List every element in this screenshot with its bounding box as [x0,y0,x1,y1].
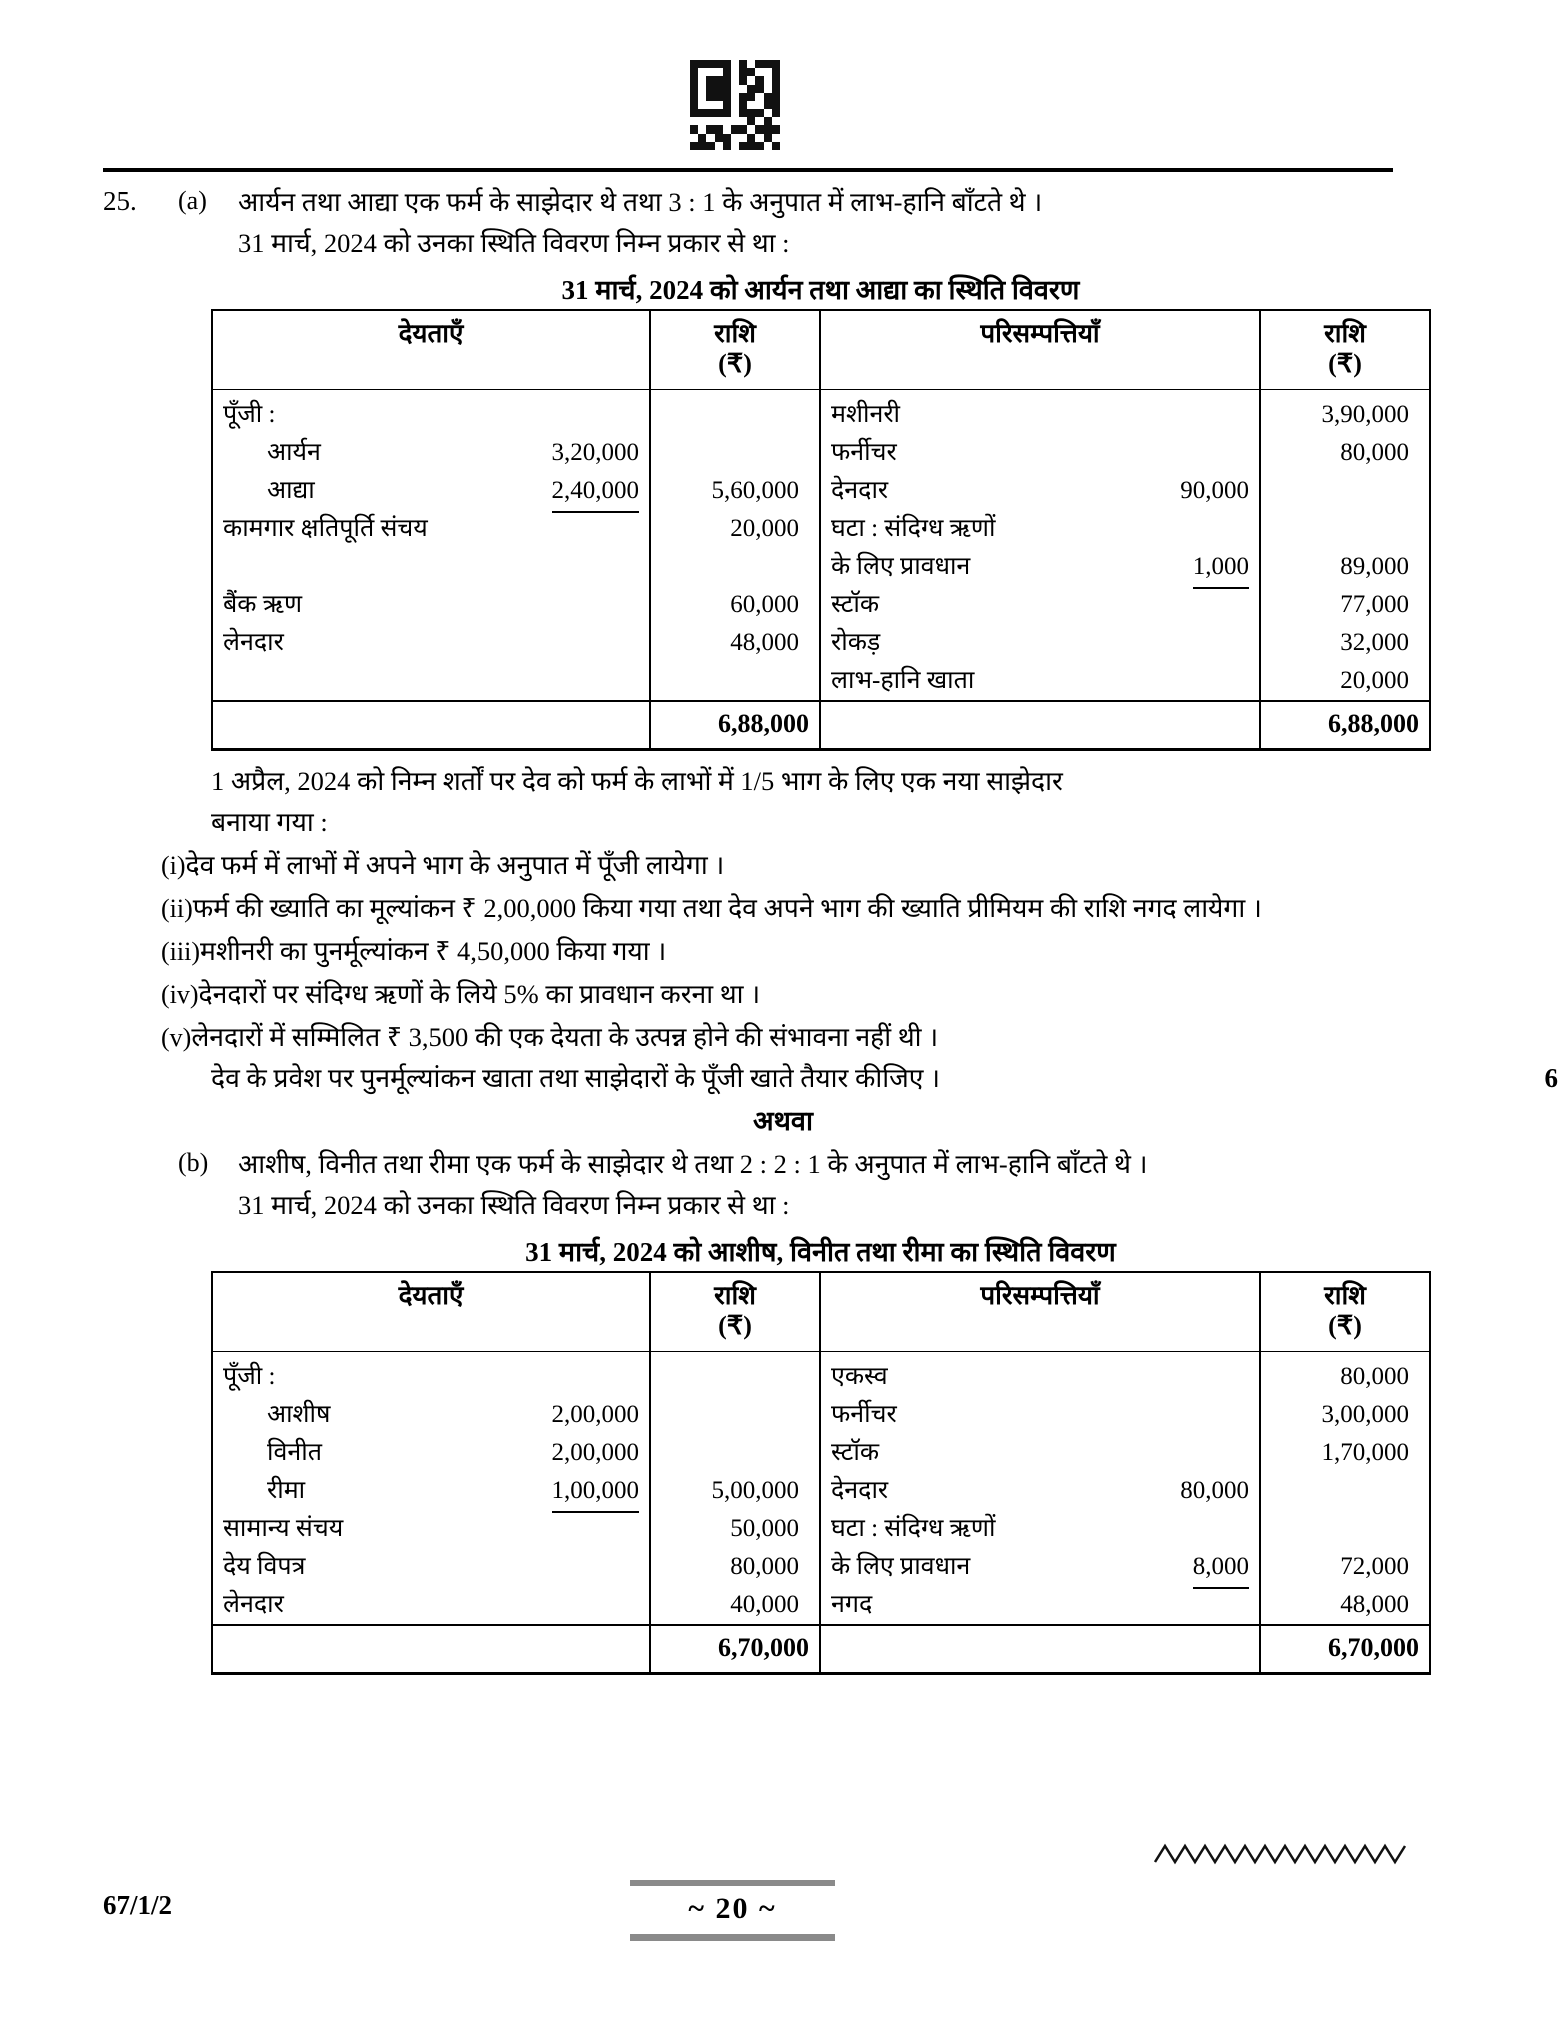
row-label: बैंक ऋण [223,591,303,618]
total-a-left-blank [212,701,650,750]
table-row [223,1358,639,1396]
header-amount-left-line2: (₹) [718,349,752,378]
header-amount-left-b-line2: (₹) [718,1311,752,1340]
row-inner-amount [633,1510,639,1548]
condition-number: (iii) [161,937,200,966]
row-label: विनीत [267,1439,322,1466]
row-inner-amount: 2,40,000 [552,472,640,510]
row-inner-amount [633,396,639,434]
row-inner-amount: 80,000 [1180,1477,1250,1504]
row-label: रीमा [267,1477,306,1504]
or-divider: अथवा [753,1106,813,1136]
table-row [831,434,1249,472]
row-inner-amount [1243,396,1249,434]
row-amount: 32,000 [1340,629,1410,656]
table-row [223,472,639,510]
row-inner-amount [1243,1434,1249,1472]
table-row [831,586,1249,624]
header-amount-right-b-line1: राशि [1324,1281,1366,1310]
row-label: पूँजी : [223,1363,276,1390]
condition-item [103,888,1403,929]
header-amount-left-b-line1: राशि [714,1281,756,1310]
page-bar-bottom [630,1934,835,1941]
liabilities-amount-cell-a [650,390,820,702]
row-amount: 80,000 [1340,1363,1410,1390]
question-number: 25. [103,186,137,216]
row-inner-amount [1243,434,1249,472]
row-inner-amount [633,548,639,586]
total-a-right-blank [820,701,1260,750]
total-b-right-blank [820,1625,1260,1674]
row-amount [661,1434,809,1472]
table-row [831,396,1249,434]
table-a-title: 31 मार्च, 2024 को आर्यन तथा आद्या का स्थिति विवरण [561,275,1080,305]
table-row [831,1510,1249,1548]
table-row [831,1586,1249,1624]
row-amount: 20,000 [730,515,800,542]
row-amount: 5,60,000 [711,477,800,504]
question-25a-header [103,182,1403,264]
condition-text: देव फर्म में लाभों में अपने भाग के अनुपात में पूँजी लायेगा । [185,850,725,880]
row-label: स्टॉक [831,591,880,618]
header-amount-right [1260,310,1430,390]
total-b-left-blank [212,1625,650,1674]
table-row [831,662,1249,700]
header-amount-left-line1: राशि [714,319,756,348]
part-a-intro [238,182,1403,264]
liabilities-cell-b [212,1352,650,1626]
table-row [223,548,639,586]
row-amount [661,396,809,434]
part-a-instruction-row [211,1058,1558,1099]
row-amount: 40,000 [730,1591,800,1618]
row-inner-amount [633,1548,639,1586]
part-a-instruction: देव के प्रवेश पर पुनर्मूल्यांकन खाता तथा साझेदारों के पूँजी खाते तैयार कीजिए । [211,1063,941,1093]
part-a-intro-line1: आर्यन तथा आद्या एक फर्म के साझेदार थे तथा 3 : 1 के अनुपात में लाभ-हानि बाँटते थे । [238,187,1043,217]
row-amount [1271,472,1419,510]
condition-item [103,974,1403,1015]
table-b-header-row [212,1272,1430,1352]
header-liabilities: देयताएँ [212,310,650,390]
conditions-list [103,845,1403,1058]
row-amount [661,662,809,700]
row-inner-amount [633,624,639,662]
condition-item [103,845,1403,886]
part-a-label: (a) [178,186,207,215]
liabilities-amount-cell-b [650,1352,820,1626]
part-a-after-line1: 1 अप्रैल, 2024 को निम्न शर्तों पर देव को फर्म के लाभों में 1/5 भाग के लिए एक नया साझेदार [211,766,1063,796]
row-label: लेनदार [223,1591,284,1618]
row-inner-amount [1243,624,1249,662]
row-amount: 3,90,000 [1321,401,1410,428]
row-inner-amount [1243,1358,1249,1396]
row-amount [661,1396,809,1434]
row-label: के लिए प्रावधान [831,1553,971,1580]
table-a-header-row [212,310,1430,390]
liabilities-cell-a [212,390,650,702]
header-rule [103,168,1393,172]
row-label: आशीष [267,1401,331,1428]
part-a-after-line2: बनाया गया : [211,807,328,837]
row-label: आर्यन [267,439,321,466]
part-b-intro-line1: आशीष, विनीत तथा रीमा एक फर्म के साझेदार थे तथा 2 : 2 : 1 के अनुपात में लाभ-हानि बाँटते थे । [238,1149,1148,1179]
row-amount [1271,510,1419,548]
row-inner-amount: 8,000 [1193,1548,1249,1586]
row-label: पूँजी : [223,401,276,428]
row-amount: 77,000 [1340,591,1410,618]
table-row [831,1548,1249,1586]
row-inner-amount [1243,1510,1249,1548]
row-inner-amount: 3,20,000 [551,439,640,466]
page-number: ~ 20 ~ [688,1892,777,1925]
row-amount: 3,00,000 [1321,1401,1410,1428]
table-row [831,624,1249,662]
squiggle-decoration [1155,1840,1405,1875]
row-inner-amount: 2,00,000 [551,1439,640,1466]
condition-text: देनदारों पर संदिग्ध ऋणों के लिये 5% का प्रावधान करना था । [198,979,761,1009]
assets-amount-cell-a [1260,390,1430,702]
row-amount: 20,000 [1340,667,1410,694]
condition-item [103,1017,1403,1058]
header-amount-right-line2: (₹) [1328,349,1362,378]
table-row [223,510,639,548]
table-row [831,510,1249,548]
table-row [831,1472,1249,1510]
total-a-right: 6,88,000 [1260,701,1430,750]
row-amount: 50,000 [730,1515,800,1542]
table-row [223,1434,639,1472]
row-amount: 48,000 [1340,1591,1410,1618]
question-25b-header [103,1144,1403,1226]
row-label: आद्या [267,477,315,504]
row-amount: 48,000 [730,629,800,656]
row-amount: 80,000 [1340,439,1410,466]
row-inner-amount: 1,00,000 [552,1472,640,1510]
row-label: घटा : संदिग्ध ऋणों [831,1515,996,1542]
row-amount: 1,70,000 [1321,1439,1410,1466]
table-row [831,472,1249,510]
row-amount: 5,00,000 [711,1477,800,1504]
part-b-label: (b) [178,1148,209,1177]
condition-text: मशीनरी का पुनर्मूल्यांकन ₹ 4,50,000 किया गया । [200,936,667,966]
row-inner-amount [633,1586,639,1624]
table-row [831,1396,1249,1434]
condition-text: फर्म की ख्याति का मूल्यांकन ₹ 2,00,000 किया गया तथा देव अपने भाग की ख्याति प्रीमियम की राशि नगद लायेगा । [192,893,1262,923]
row-amount [661,1358,809,1396]
row-inner-amount [633,510,639,548]
balance-sheet-table-b [211,1271,1431,1675]
table-row [223,434,639,472]
row-inner-amount [1243,1396,1249,1434]
row-label: स्टॉक [831,1439,880,1466]
row-inner-amount [1243,662,1249,700]
row-amount [1271,1510,1419,1548]
row-label: के लिए प्रावधान [831,553,971,580]
part-b-intro-line2: 31 मार्च, 2024 को उनका स्थिति विवरण निम्न प्रकार से था : [238,1190,790,1220]
header-amount-right-b-line2: (₹) [1328,1311,1362,1340]
condition-text: लेनदारों में सम्मिलित ₹ 3,500 की एक देयता के उत्पन्न होने की संभावना नहीं थी । [191,1022,939,1052]
row-inner-amount [633,1358,639,1396]
row-label: देय विपत्र [223,1553,306,1580]
table-a-total-row [212,701,1430,750]
table-row [223,1548,639,1586]
part-b-intro [238,1144,1403,1226]
table-row [223,1472,639,1510]
table-a-body-row [212,390,1430,702]
row-amount: 80,000 [730,1553,800,1580]
table-row [223,396,639,434]
row-inner-amount [1243,510,1249,548]
row-amount [661,548,809,586]
table-b-title: 31 मार्च, 2024 को आशीष, विनीत तथा रीमा का स्थिति विवरण [525,1237,1116,1267]
header-assets-b: परिसम्पत्तियाँ [820,1272,1260,1352]
row-inner-amount [1243,1586,1249,1624]
total-b-right: 6,70,000 [1260,1625,1430,1674]
total-a-left: 6,88,000 [650,701,820,750]
marks-value: 6 [1544,1063,1558,1093]
header-amount-left [650,310,820,390]
part-a-intro-line2: 31 मार्च, 2024 को उनका स्थिति विवरण निम्न प्रकार से था : [238,228,790,258]
table-row [223,662,639,700]
assets-cell-a [820,390,1260,702]
table-row [831,548,1249,586]
row-label [223,662,229,700]
table-b-total-row [212,1625,1430,1674]
table-row [223,1586,639,1624]
header-assets: परिसम्पत्तियाँ [820,310,1260,390]
page-bar-top [630,1880,835,1886]
header-amount-left-b [650,1272,820,1352]
qr-code [690,60,780,150]
row-amount [661,434,809,472]
row-label: कामगार क्षतिपूर्ति संचय [223,515,428,542]
row-label: फर्नीचर [831,1401,897,1428]
table-row [223,586,639,624]
row-label: लाभ-हानि खाता [831,667,975,694]
condition-number: (v) [161,1023,192,1052]
condition-item [103,931,1403,972]
row-label: देनदार [831,1477,889,1504]
row-amount: 72,000 [1340,1553,1410,1580]
total-b-left: 6,70,000 [650,1625,820,1674]
row-inner-amount [1243,586,1249,624]
condition-number: (iv) [161,980,199,1009]
page-content [103,182,1558,1675]
header-amount-right-b [1260,1272,1430,1352]
paper-code: 67/1/2 [103,1890,173,1920]
assets-cell-b [820,1352,1260,1626]
row-label [223,548,229,586]
condition-number: (ii) [161,894,193,923]
condition-number: (i) [161,851,186,880]
row-amount: 89,000 [1340,553,1410,580]
row-label: देनदार [831,477,889,504]
header-amount-right-line1: राशि [1324,319,1366,348]
row-label: एकस्व [831,1363,888,1390]
row-label: लेनदार [223,629,284,656]
row-inner-amount: 1,000 [1193,548,1249,586]
table-row [831,1434,1249,1472]
row-inner-amount: 90,000 [1180,477,1250,504]
row-label: मशीनरी [831,401,901,428]
row-inner-amount: 2,00,000 [551,1401,640,1428]
row-label: नगद [831,1591,873,1618]
row-label: रोकड़ [831,629,881,656]
table-row [223,1396,639,1434]
row-label: फर्नीचर [831,439,897,466]
table-row [223,624,639,662]
table-row [831,1358,1249,1396]
row-inner-amount [633,662,639,700]
row-inner-amount [633,586,639,624]
row-amount [1271,1472,1419,1510]
balance-sheet-table-a [211,309,1431,751]
page-number-box [630,1880,835,1941]
row-amount: 60,000 [730,591,800,618]
assets-amount-cell-b [1260,1352,1430,1626]
header-liabilities-b: देयताएँ [212,1272,650,1352]
row-label: सामान्य संचय [223,1515,344,1542]
table-row [223,1510,639,1548]
table-b-body-row [212,1352,1430,1626]
row-label: घटा : संदिग्ध ऋणों [831,515,996,542]
